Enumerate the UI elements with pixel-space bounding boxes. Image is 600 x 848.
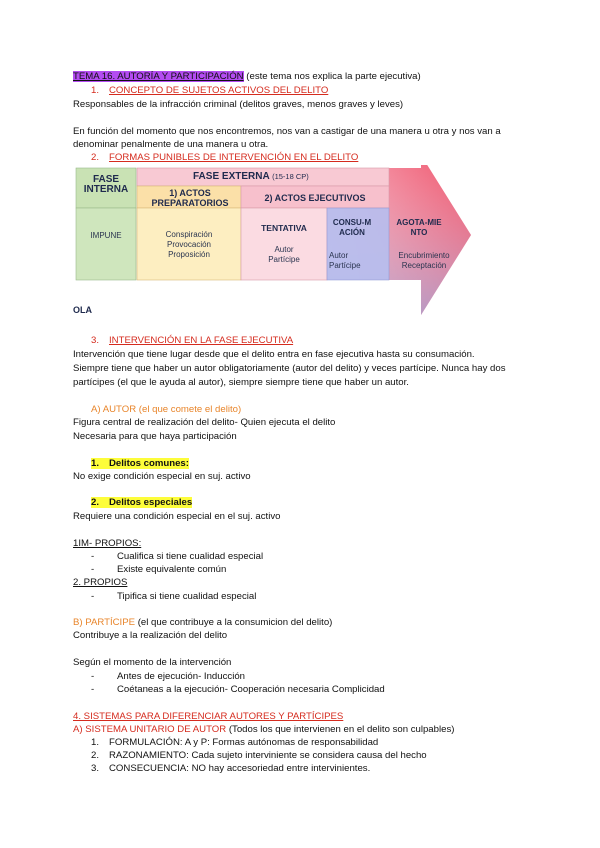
section-4-item-number: 1. bbox=[91, 737, 100, 748]
section-4-item bbox=[91, 763, 370, 775]
autor-heading: A) AUTOR (el que comete el delito) bbox=[91, 404, 242, 415]
delitos-especiales-number: 2. bbox=[91, 497, 100, 508]
propios-item-text: Tipifica si tiene cualidad especial bbox=[117, 591, 257, 602]
actos-preparatorios-list bbox=[137, 230, 241, 260]
fase-interna-label: FASE INTERNA bbox=[83, 174, 129, 195]
propios-item: - Tipifica si tiene cualidad especial bbox=[91, 591, 257, 602]
participe-note: (el que contribuye a la consumicion del delito) bbox=[137, 617, 333, 628]
section-4-subheading bbox=[73, 724, 454, 736]
actos-preparatorios-item: Conspiración bbox=[165, 230, 213, 239]
sistema-unitario-title: A) SISTEMA UNITARIO DE AUTOR bbox=[73, 724, 227, 735]
impropios-item: - Cualifica si tiene cualidad especial bbox=[91, 551, 264, 562]
impropios-item-text: Existe equivalente común bbox=[117, 564, 227, 575]
momento-item: - Antes de ejecución- Inducción bbox=[91, 671, 245, 682]
section-1-title: CONCEPTO DE SUJETOS ACTIVOS DEL DELITO bbox=[109, 85, 329, 96]
delitos-comunes-highlight bbox=[91, 458, 189, 469]
actos-ejecutivos-label: 2) ACTOS EJECUTIVOS bbox=[264, 193, 366, 203]
section-3-line-3: partícipes (el que le ayuda al autor), siempre siempre tiene que haber un autor. bbox=[73, 377, 409, 388]
agotamiento-list bbox=[389, 251, 459, 271]
section-4-heading: 4. SISTEMAS PARA DIFERENCIAR AUTORES Y PARTÍCIPES bbox=[73, 711, 344, 722]
tentativa-box bbox=[241, 208, 327, 280]
autor-line-1: Figura central de realización del delito- Quien ejecuta el delito bbox=[73, 417, 336, 428]
impropios-heading: 1IM- PROPIOS: bbox=[73, 538, 142, 549]
consumacion-item: Autor bbox=[329, 251, 349, 260]
delitos-especiales-highlight bbox=[91, 497, 192, 508]
section-1-para-line-1: En función del momento que nos encontremos, nos van a castigar de una manera u otra y nos van a bbox=[73, 126, 501, 137]
consumacion-list bbox=[329, 251, 373, 271]
section-4-item-text: RAZONAMIENTO: Cada sujeto interviniente se considera causa del hecho bbox=[109, 750, 427, 761]
delitos-comunes-text: No exige condición especial en suj. activo bbox=[73, 471, 251, 482]
section-4-item-number: 2. bbox=[91, 750, 100, 761]
section-4-item-text: FORMULACIÓN: A y P: Formas autónomas de responsabilidad bbox=[109, 737, 379, 748]
actos-preparatorios-label: 1) ACTOS PREPARATORIOS bbox=[151, 188, 229, 208]
section-4-item bbox=[91, 737, 378, 749]
momento-item-text: Coétaneas a la ejecución- Cooperación necesaria Complicidad bbox=[117, 684, 385, 695]
agotamiento-item: Receptación bbox=[401, 261, 447, 270]
delitos-especiales-text: Requiere una condición especial en el suj. activo bbox=[73, 511, 281, 522]
delitos-especiales-heading bbox=[91, 497, 192, 509]
sistema-unitario-note: (Todos los que intervienen en el delito son culpables) bbox=[228, 724, 455, 735]
title-note: (este tema nos explica la parte ejecutiva) bbox=[246, 71, 421, 82]
section-1-para-line-2: denominar penalmente de una manera u otra. bbox=[73, 139, 269, 150]
section-2-title: FORMAS PUNIBLES DE INTERVENCIÓN EN EL DELITO bbox=[109, 152, 359, 163]
delitos-comunes-heading bbox=[91, 458, 189, 470]
consumacion-label: CONSU-MACIÓN bbox=[332, 218, 372, 237]
tentativa-list bbox=[241, 245, 327, 265]
impropios-item-text: Cualifica si tiene cualidad especial bbox=[117, 551, 264, 562]
actos-preparatorios-item: Provocación bbox=[166, 240, 212, 249]
autor-line-2: Necesaria para que haya participación bbox=[73, 431, 237, 442]
tentativa-item: Autor bbox=[274, 245, 294, 254]
section-3-title: INTERVENCIÓN EN LA FASE EJECUTIVA bbox=[109, 335, 294, 346]
section-1-text: Responsables de la infracción criminal (delitos graves, menos graves y leves) bbox=[73, 99, 404, 110]
tentativa-item: Partícipe bbox=[268, 255, 300, 264]
fase-externa-cp: (15-18 CP) bbox=[272, 172, 309, 181]
watermark-logo: OLA bbox=[73, 305, 92, 315]
section-3-heading bbox=[91, 335, 293, 347]
participe-heading bbox=[73, 617, 332, 629]
impune-box bbox=[76, 208, 136, 280]
delitos-comunes-label: Delitos comunes: bbox=[109, 458, 189, 469]
delitos-comunes-number: 1. bbox=[91, 458, 100, 469]
delitos-especiales-label: Delitos especiales bbox=[109, 497, 193, 508]
impune-label: IMPUNE bbox=[90, 231, 122, 240]
section-4-item-number: 3. bbox=[91, 763, 100, 774]
document-title bbox=[73, 71, 421, 83]
section-3-number: 3. bbox=[91, 335, 100, 346]
section-2-heading bbox=[91, 152, 358, 164]
title-main: TEMA 16. AUTORÍA Y PARTICIPACIÓN bbox=[73, 71, 244, 82]
section-1-number: 1. bbox=[91, 85, 100, 96]
momento-item: - Coétaneas a la ejecución- Cooperación necesaria Complicidad bbox=[91, 684, 385, 695]
fase-externa-title: FASE EXTERNA bbox=[193, 171, 270, 182]
section-2-number: 2. bbox=[91, 152, 100, 163]
participe-text: Contribuye a la realización del delito bbox=[73, 630, 228, 641]
propios-heading: 2. PROPIOS bbox=[73, 577, 128, 588]
section-3-line-2: Siempre tiene que haber un autor obligatoriamente (autor del delito) y veces partícipe. Nunca hay dos bbox=[73, 363, 506, 374]
section-1-heading bbox=[91, 85, 328, 97]
fase-externa-label bbox=[193, 172, 383, 182]
momento-heading: Según el momento de la intervención bbox=[73, 657, 232, 668]
agotamiento-label: AGOTA-MIENTO bbox=[396, 218, 442, 237]
momento-item-text: Antes de ejecución- Inducción bbox=[117, 671, 245, 682]
tentativa-label: TENTATIVA bbox=[261, 223, 307, 233]
participe-title: B) PARTÍCIPE bbox=[73, 617, 136, 628]
impropios-item: - Existe equivalente común bbox=[91, 564, 227, 575]
phases-diagram bbox=[73, 165, 473, 315]
section-3-line-1: Intervención que tiene lugar desde que el delito entra en fase ejecutiva hasta su consumación. bbox=[73, 349, 475, 360]
section-4-item bbox=[91, 750, 427, 762]
section-4-item-text: CONSECUENCIA: NO hay accesoriedad entre intervinientes. bbox=[109, 763, 371, 774]
actos-preparatorios-item: Proposición bbox=[168, 250, 210, 259]
agotamiento-item: Encubrimiento bbox=[398, 251, 450, 260]
consumacion-item: Partícipe bbox=[329, 261, 361, 270]
